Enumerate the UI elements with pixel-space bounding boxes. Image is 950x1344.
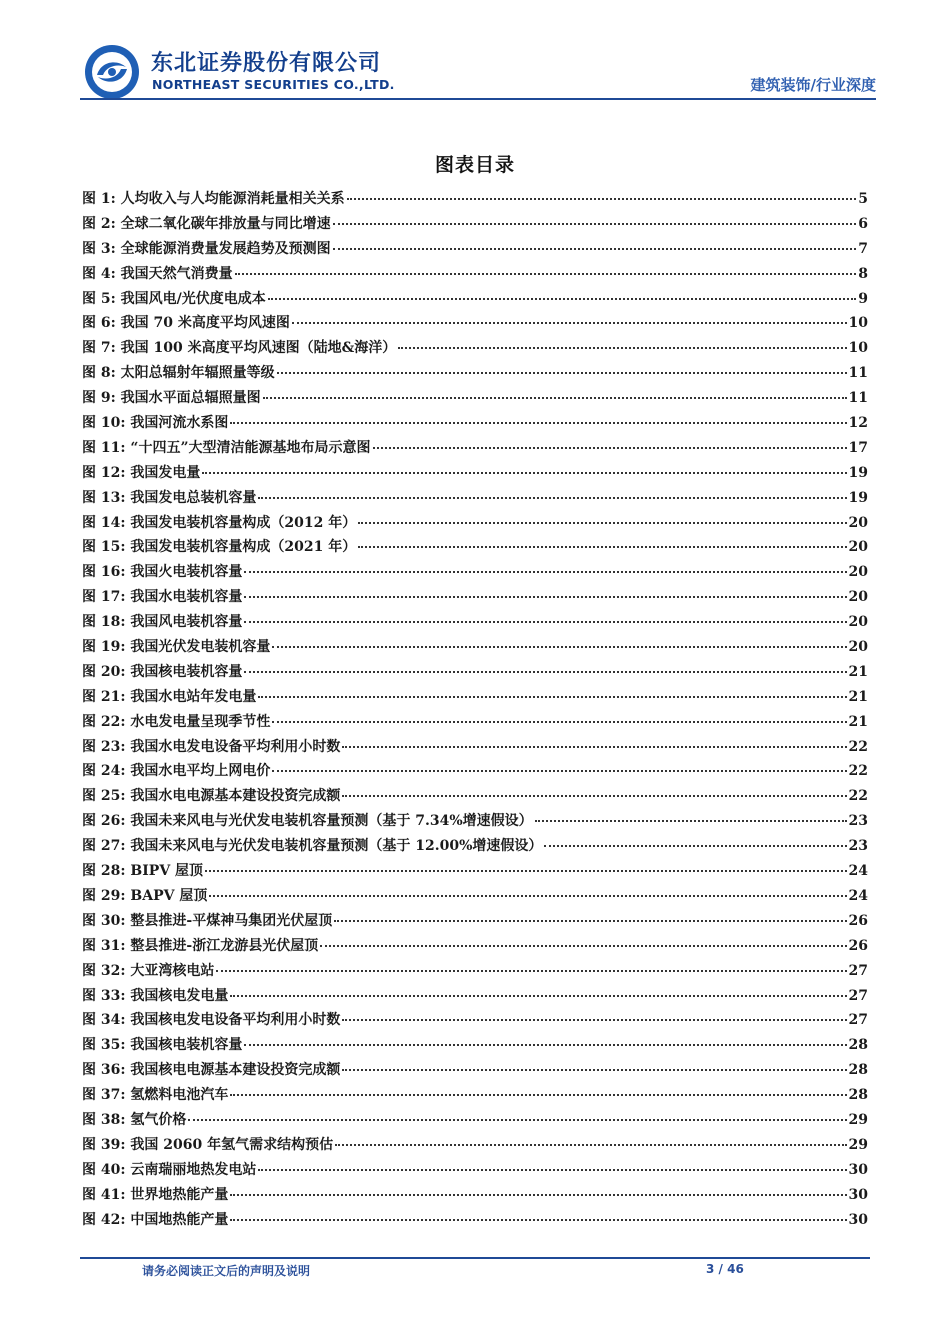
toc-entry-title: 我国光伏发电装机容量 xyxy=(130,639,271,656)
toc-entry[interactable] xyxy=(82,784,868,809)
toc-entry[interactable] xyxy=(82,560,868,585)
toc-entry-title: 人均收入与人均能源消耗量相关关系 xyxy=(120,191,345,207)
toc-dot-leader xyxy=(272,720,846,723)
toc-entry[interactable] xyxy=(82,262,868,287)
toc-entry-page: 23 xyxy=(848,813,868,830)
toc-entry-title: 我国风电/光伏度电成本 xyxy=(120,290,266,307)
toc-entry[interactable] xyxy=(82,884,868,909)
footer-disclaimer: 请务必阅读正文后的声明及说明 xyxy=(142,1264,311,1278)
toc-entry-label: 图 5: xyxy=(82,290,116,307)
toc-entry-label: 图 2: xyxy=(82,215,116,232)
report-category: 建筑装饰/行业深度 xyxy=(750,76,876,94)
toc-entry[interactable] xyxy=(82,1158,868,1183)
toc-entry-title: 大亚湾核电站 xyxy=(130,962,215,979)
toc-entry-title: 我国核电电源基本建设投资完成额 xyxy=(130,1062,341,1079)
page-number: 3 / 46 xyxy=(706,1262,744,1276)
toc-entry-title: 我国发电装机容量构成（2012 年） xyxy=(130,514,357,531)
toc-dot-leader xyxy=(342,794,846,797)
toc-entry-page: 28 xyxy=(848,1037,868,1054)
toc-entry[interactable] xyxy=(82,436,868,461)
toc-entry-label: 图 38: xyxy=(82,1111,126,1128)
toc-entry-page: 20 xyxy=(848,539,868,556)
toc-entry-title: 我国未来风电与光伏发电装机容量预测（基于 12.00%增速假设） xyxy=(130,838,543,855)
toc-entry-page: 20 xyxy=(848,564,868,581)
toc-entry-label: 图 33: xyxy=(82,987,126,1004)
toc-dot-leader xyxy=(209,894,846,897)
toc-entry-label: 图 19: xyxy=(82,639,126,656)
toc-dot-leader xyxy=(358,521,846,524)
toc-entry-title: 我国火电装机容量 xyxy=(130,564,243,581)
toc-dot-leader xyxy=(244,595,846,598)
toc-entry[interactable] xyxy=(82,660,868,685)
toc-entry[interactable] xyxy=(82,585,868,610)
toc-entry[interactable] xyxy=(82,685,868,710)
page-header xyxy=(0,0,950,100)
toc-dot-leader xyxy=(216,969,846,972)
toc-entry-title: 我国 100 米高度平均风速图（陆地&海洋） xyxy=(120,340,397,357)
toc-dot-leader xyxy=(202,471,846,474)
toc-entry-title: 我国核电发电量 xyxy=(130,987,229,1004)
toc-entry[interactable] xyxy=(82,809,868,834)
toc-entry[interactable] xyxy=(82,1133,868,1158)
toc-entry-page: 22 xyxy=(848,788,868,805)
toc-dot-leader xyxy=(320,944,846,947)
company-logo-icon xyxy=(83,43,141,101)
toc-entry-page: 29 xyxy=(848,1111,868,1128)
toc-entry-page: 27 xyxy=(848,987,868,1004)
toc-entry-title: 整县推进-浙江龙游县光伏屋顶 xyxy=(130,937,319,954)
toc-dot-leader xyxy=(272,769,846,772)
toc-entry-label: 图 3: xyxy=(82,240,116,257)
toc-entry-label: 图 30: xyxy=(82,912,126,929)
toc-entry-title: 我国水电装机容量 xyxy=(130,589,243,606)
toc-entry-page: 10 xyxy=(848,315,868,332)
toc-list xyxy=(82,187,868,1232)
toc-entry-title: 我国发电装机容量构成（2021 年） xyxy=(130,539,357,556)
toc-entry-label: 图 27: xyxy=(82,838,126,855)
toc-entry-label: 图 36: xyxy=(82,1062,126,1079)
toc-entry[interactable] xyxy=(82,411,868,436)
toc-entry-title: 我国水电电源基本建设投资完成额 xyxy=(130,788,341,805)
toc-entry-page: 22 xyxy=(848,763,868,780)
toc-entry[interactable] xyxy=(82,535,868,560)
toc-entry[interactable] xyxy=(82,909,868,934)
toc-dot-leader xyxy=(333,247,857,250)
toc-entry-title: 我国核电发电设备平均利用小时数 xyxy=(130,1012,341,1029)
toc-dot-leader xyxy=(268,297,856,300)
toc-entry[interactable] xyxy=(82,311,868,336)
toc-entry[interactable] xyxy=(82,336,868,361)
toc-dot-leader xyxy=(205,869,846,872)
toc-entry[interactable] xyxy=(82,1008,868,1033)
toc-entry-title: 太阳总辐射年辐照量等级 xyxy=(120,365,275,382)
toc-entry[interactable] xyxy=(82,187,868,212)
toc-entry-page: 26 xyxy=(848,937,868,954)
toc-dot-leader xyxy=(292,321,847,324)
toc-entry-page: 8 xyxy=(858,265,868,282)
toc-dot-leader xyxy=(230,1193,846,1196)
toc-entry-label: 图 21: xyxy=(82,688,126,705)
toc-entry-title: 我国水电站年发电量 xyxy=(130,688,257,705)
toc-entry-label: 图 14: xyxy=(82,514,126,531)
toc-entry-page: 7 xyxy=(858,240,868,257)
toc-entry-label: 图 24: xyxy=(82,763,126,780)
toc-entry-page: 28 xyxy=(848,1062,868,1079)
toc-title: 图表目录 xyxy=(434,154,515,176)
toc-entry-label: 图 4: xyxy=(82,265,116,282)
toc-dot-leader xyxy=(333,222,857,225)
toc-dot-leader xyxy=(342,745,846,748)
toc-entry[interactable] xyxy=(82,461,868,486)
toc-entry[interactable] xyxy=(82,959,868,984)
toc-entry[interactable] xyxy=(82,511,868,536)
toc-entry-label: 图 31: xyxy=(82,937,126,954)
toc-entry-label: 图 29: xyxy=(82,887,126,904)
toc-entry-label: 图 26: xyxy=(82,813,126,830)
toc-dot-leader xyxy=(334,919,846,922)
toc-entry-label: 图 41: xyxy=(82,1186,126,1203)
toc-entry-page: 27 xyxy=(848,1012,868,1029)
toc-dot-leader xyxy=(272,645,846,648)
toc-entry[interactable] xyxy=(82,212,868,237)
toc-dot-leader xyxy=(373,446,847,449)
company-name-en: NORTHEAST SECURITIES CO.,LTD. xyxy=(152,77,395,92)
toc-entry-page: 21 xyxy=(848,663,868,680)
toc-dot-leader xyxy=(258,1168,846,1171)
toc-entry[interactable] xyxy=(82,1208,868,1233)
toc-dot-leader xyxy=(258,695,846,698)
toc-entry-page: 22 xyxy=(848,738,868,755)
toc-entry-page: 20 xyxy=(848,589,868,606)
toc-entry-title: 我国河流水系图 xyxy=(130,415,229,432)
toc-entry-label: 图 8: xyxy=(82,365,116,382)
toc-entry[interactable] xyxy=(82,386,868,411)
toc-entry-page: 26 xyxy=(848,912,868,929)
toc-entry-title: 我国核电装机容量 xyxy=(130,663,243,680)
toc-entry-title: 我国发电总装机容量 xyxy=(130,489,257,506)
toc-entry[interactable] xyxy=(82,934,868,959)
toc-entry-label: 图 12: xyxy=(82,464,126,481)
toc-entry-label: 图 16: xyxy=(82,564,126,581)
toc-entry-title: 整县推进-平煤神马集团光伏屋顶 xyxy=(130,912,333,929)
toc-entry[interactable] xyxy=(82,1083,868,1108)
toc-dot-leader xyxy=(535,819,847,822)
toc-entry[interactable] xyxy=(82,984,868,1009)
toc-entry-label: 图 10: xyxy=(82,415,126,432)
toc-dot-leader xyxy=(230,1218,846,1221)
toc-entry-label: 图 1: xyxy=(82,191,116,207)
toc-entry-label: 图 34: xyxy=(82,1012,126,1029)
footer-divider xyxy=(80,1257,870,1259)
toc-entry-title: 我国水平面总辐照量图 xyxy=(120,390,261,407)
toc-dot-leader xyxy=(342,1018,846,1021)
toc-entry-title: 全球能源消费量发展趋势及预测图 xyxy=(120,240,331,257)
toc-entry-title: 我国风电装机容量 xyxy=(130,614,243,631)
toc-dot-leader xyxy=(358,545,846,548)
toc-entry[interactable] xyxy=(82,710,868,735)
toc-entry-page: 27 xyxy=(848,962,868,979)
toc-entry-title: 我国未来风电与光伏发电装机容量预测（基于 7.34%增速假设） xyxy=(130,813,533,830)
toc-dot-leader xyxy=(244,570,846,573)
toc-dot-leader xyxy=(244,620,846,623)
toc-entry-page: 21 xyxy=(848,688,868,705)
toc-entry-title: 我国水电平均上网电价 xyxy=(130,763,271,780)
toc-entry-page: 17 xyxy=(848,439,868,456)
toc-dot-leader xyxy=(335,1143,846,1146)
toc-entry[interactable] xyxy=(82,834,868,859)
toc-entry[interactable] xyxy=(82,1108,868,1133)
company-name-cn: 东北证券股份有限公司 xyxy=(151,51,382,76)
toc-entry[interactable] xyxy=(82,859,868,884)
toc-dot-leader xyxy=(244,670,846,673)
toc-entry[interactable] xyxy=(82,237,868,262)
toc-dot-leader xyxy=(188,1118,846,1121)
toc-entry-title: 我国水电发电设备平均利用小时数 xyxy=(130,738,341,755)
toc-entry-title: BIPV 屋顶 xyxy=(130,863,204,880)
toc-entry-page: 10 xyxy=(848,340,868,357)
toc-entry-label: 图 9: xyxy=(82,390,116,407)
toc-entry-label: 图 37: xyxy=(82,1087,126,1104)
toc-entry-label: 图 32: xyxy=(82,962,126,979)
toc-entry-page: 19 xyxy=(848,489,868,506)
toc-entry-page: 19 xyxy=(848,464,868,481)
toc-entry-page: 5 xyxy=(858,191,868,207)
toc-entry-page: 20 xyxy=(848,514,868,531)
toc-entry-page: 23 xyxy=(848,838,868,855)
toc-entry[interactable] xyxy=(82,361,868,386)
toc-entry-label: 图 40: xyxy=(82,1161,126,1178)
toc-entry[interactable] xyxy=(82,1183,868,1208)
toc-entry[interactable] xyxy=(82,735,868,760)
toc-dot-leader xyxy=(277,371,847,374)
toc-dot-leader xyxy=(258,496,846,499)
toc-entry[interactable] xyxy=(82,287,868,312)
toc-entry-page: 28 xyxy=(848,1087,868,1104)
toc-entry-label: 图 20: xyxy=(82,663,126,680)
toc-entry-title: 我国 2060 年氢气需求结构预估 xyxy=(130,1136,334,1153)
toc-entry-label: 图 7: xyxy=(82,340,116,357)
toc-entry[interactable] xyxy=(82,635,868,660)
toc-entry-page: 29 xyxy=(848,1136,868,1153)
toc-entry-page: 21 xyxy=(848,713,868,730)
toc-dot-leader xyxy=(235,272,857,275)
toc-entry-page: 24 xyxy=(848,863,868,880)
toc-entry-page: 20 xyxy=(848,614,868,631)
toc-entry-title: BAPV 屋顶 xyxy=(130,887,208,904)
toc-entry-label: 图 23: xyxy=(82,738,126,755)
toc-dot-leader xyxy=(230,994,846,997)
toc-entry-label: 图 28: xyxy=(82,863,126,880)
toc-entry-label: 图 6: xyxy=(82,315,116,332)
toc-entry-label: 图 18: xyxy=(82,614,126,631)
toc-dot-leader xyxy=(398,346,846,349)
toc-entry-title: 全球二氧化碳年排放量与同比增速 xyxy=(120,215,331,232)
toc-entry[interactable] xyxy=(82,610,868,635)
toc-entry-label: 图 35: xyxy=(82,1037,126,1054)
toc-dot-leader xyxy=(244,1043,846,1046)
toc-entry-title: 水电发电量呈现季节性 xyxy=(130,713,271,730)
toc-entry-title: 我国发电量 xyxy=(130,464,201,481)
toc-entry-title: 我国天然气消费量 xyxy=(120,265,233,282)
toc-dot-leader xyxy=(230,421,846,424)
toc-entry[interactable] xyxy=(82,1058,868,1083)
toc-entry[interactable] xyxy=(82,486,868,511)
toc-entry-title: 世界地热能产量 xyxy=(130,1186,229,1203)
toc-entry-title: 中国地热能产量 xyxy=(130,1211,229,1228)
toc-dot-leader xyxy=(230,1093,846,1096)
toc-entry[interactable] xyxy=(82,1033,868,1058)
toc-entry-label: 图 17: xyxy=(82,589,126,606)
toc-dot-leader xyxy=(342,1068,846,1071)
toc-entry-label: 图 13: xyxy=(82,489,126,506)
toc-dot-leader xyxy=(347,197,857,200)
toc-entry-page: 24 xyxy=(848,887,868,904)
toc-entry-label: 图 22: xyxy=(82,713,126,730)
toc-entry-label: 图 15: xyxy=(82,539,126,556)
toc-entry-label: 图 42: xyxy=(82,1211,126,1228)
toc-entry-page: 9 xyxy=(858,290,868,307)
toc-entry-title: 氢燃料电池汽车 xyxy=(130,1087,229,1104)
toc-entry-title: 我国 70 米高度平均风速图 xyxy=(120,315,290,332)
toc-entry-label: 图 25: xyxy=(82,788,126,805)
toc-dot-leader xyxy=(544,844,846,847)
toc-entry-label: 图 39: xyxy=(82,1136,126,1153)
header-divider xyxy=(80,98,876,100)
toc-entry-page: 30 xyxy=(848,1186,868,1203)
toc-entry[interactable] xyxy=(82,759,868,784)
toc-entry-title: “十四五”大型清洁能源基地布局示意图 xyxy=(130,439,371,456)
toc-dot-leader xyxy=(263,396,847,399)
toc-entry-label: 图 11: xyxy=(82,439,126,456)
toc-entry-page: 30 xyxy=(848,1211,868,1228)
toc-entry-page: 12 xyxy=(848,415,868,432)
toc-entry-page: 11 xyxy=(848,365,868,382)
toc-entry-page: 20 xyxy=(848,639,868,656)
toc-entry-title: 我国核电装机容量 xyxy=(130,1037,243,1054)
toc-entry-page: 30 xyxy=(848,1161,868,1178)
toc-entry-page: 11 xyxy=(848,390,868,407)
toc-entry-title: 氢气价格 xyxy=(130,1111,187,1128)
toc-entry-page: 6 xyxy=(858,215,868,232)
toc-entry-title: 云南瑞丽地热发电站 xyxy=(130,1161,257,1178)
